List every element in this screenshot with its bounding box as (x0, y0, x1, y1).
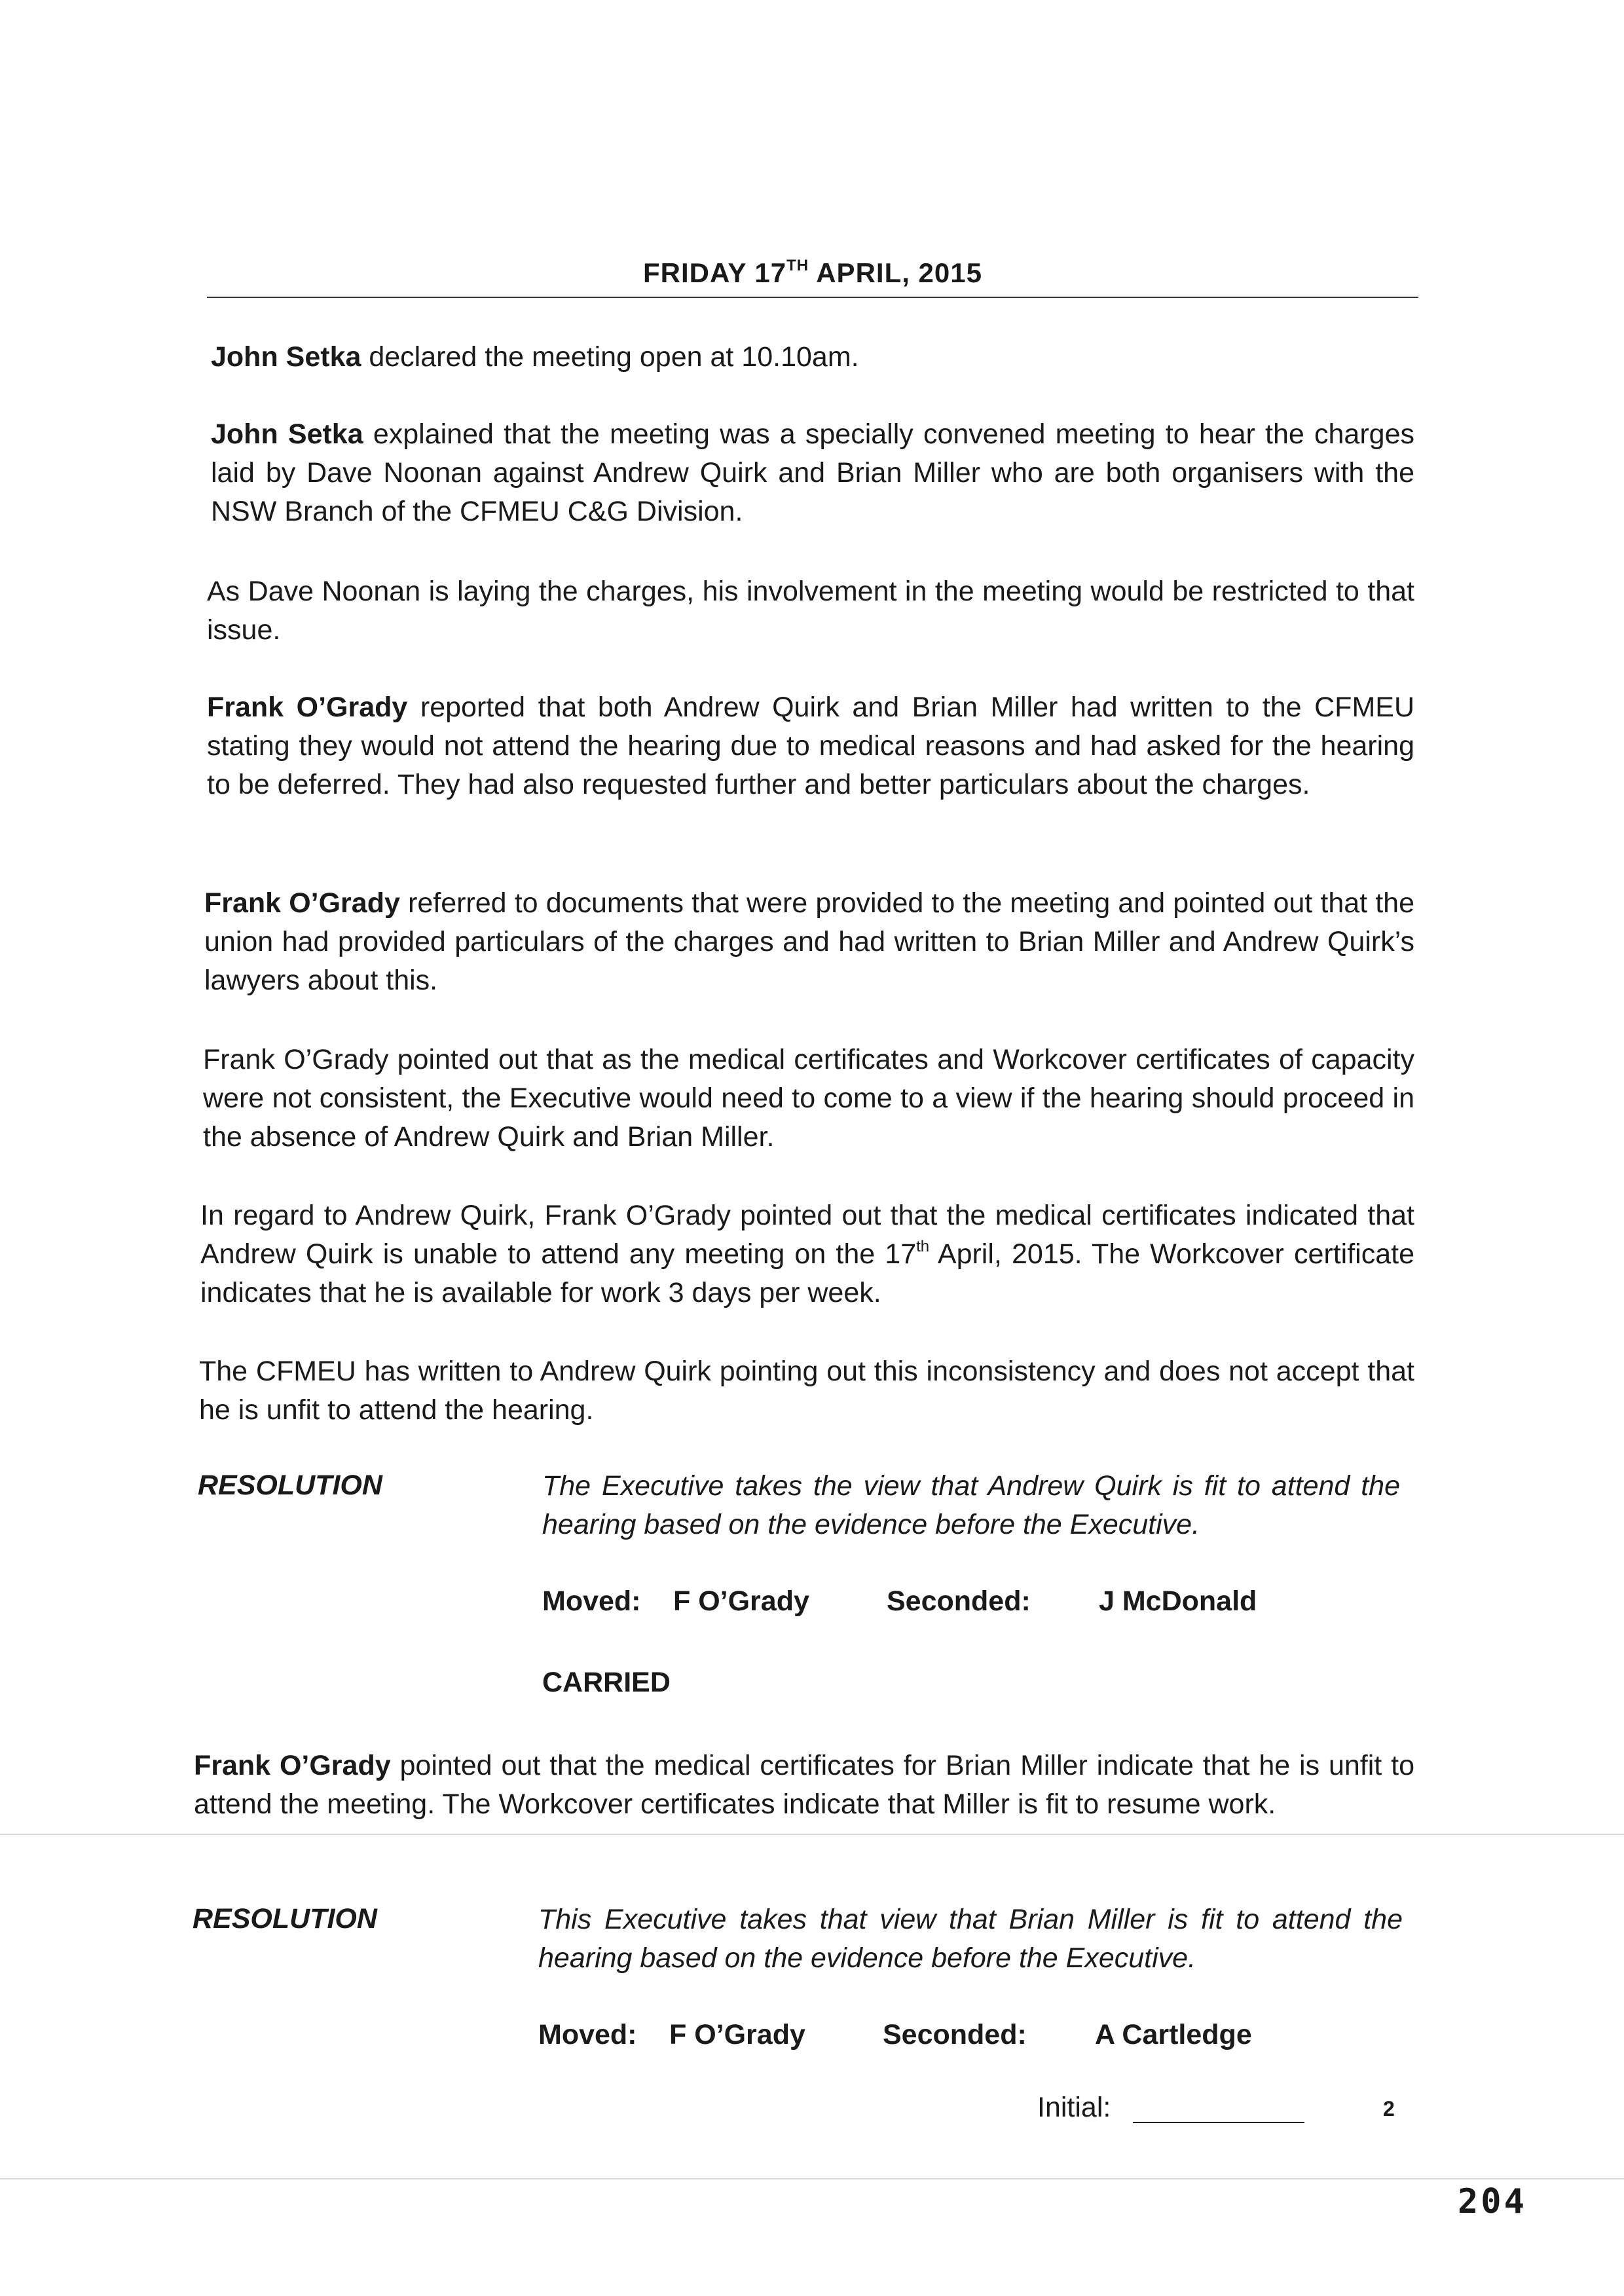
paragraph-meeting-open (211, 338, 1422, 377)
paragraph-text: In regard to Andrew Quirk, Frank O’Grady pointed out that the medical certificates indicated that Andrew Quirk is unable to attend any meeting on the 17 (200, 1200, 1414, 1270)
speaker-name: Frank O’Grady (194, 1750, 391, 1781)
document-stamp-number: 204 (1458, 2182, 1527, 2221)
paragraph-text: reported that both Andrew Quirk and Brian Miller had written to the CFMEU stating they would not attend the hearing due to medical reasons and had asked for the hearing to be deferred. They had also requested further and better particulars about the charges. (207, 692, 1414, 800)
paragraph-certificates (203, 1041, 1414, 1157)
moved-label: Moved: (542, 1585, 641, 1617)
seconded-by: A Cartledge (1095, 2019, 1252, 2050)
heading-rule (207, 297, 1418, 298)
scan-edge-line (0, 2178, 1624, 2179)
paragraph-documents (204, 884, 1414, 1000)
paragraph-miller (194, 1747, 1414, 1824)
paragraph-noonan (207, 572, 1414, 650)
speaker-name: John Setka (211, 418, 363, 450)
resolution-label: RESOLUTION (198, 1470, 382, 1501)
paragraph-text: The CFMEU has written to Andrew Quirk pointing out this inconsistency and does not accept that he is unfit to attend the hearing. (199, 1356, 1414, 1426)
resolution-text: The Executive takes the view that Andrew Quirk is fit to attend the hearing based on the evidence before the Executive. (542, 1470, 1400, 1540)
seconded-label: Seconded: (883, 2019, 1027, 2050)
paragraph-text: Frank O’Grady pointed out that as the medical certificates and Workcover certificates of capacity were not consistent, the Executive would need to come to a view if the hearing should proceed in the absence of Andrew Quirk and Brian Miller. (203, 1044, 1414, 1153)
heading-ordinal: TH (786, 257, 809, 274)
scan-fold-line (0, 1834, 1624, 1835)
meeting-date-heading (207, 257, 1418, 289)
paragraph-quirk (200, 1196, 1414, 1312)
resolution-outcome: CARRIED (542, 1667, 671, 1698)
resolution-text: This Executive takes that view that Brian Miller is fit to attend the hearing based on the evidence before the Executive. (538, 1904, 1403, 1974)
date-ordinal: th (916, 1238, 930, 1255)
heading-day: FRIDAY 17 (643, 257, 787, 288)
resolution-label: RESOLUTION (193, 1903, 377, 1935)
paragraph-report (207, 688, 1414, 804)
paragraph-inconsistency (199, 1352, 1414, 1430)
speaker-name: Frank O’Grady (207, 692, 408, 723)
moved-by: F O’Grady (669, 2019, 805, 2050)
heading-month-year: APRIL, 2015 (809, 257, 982, 288)
moved-by: F O’Grady (673, 1585, 809, 1617)
paragraph-text: explained that the meeting was a specially convened meeting to hear the charges laid by Dave Noonan against Andrew Quirk and Brian Miller who are both organisers with the NSW Branch of the CFMEU C&G Division. (211, 418, 1414, 527)
initial-label: Initial: (1037, 2092, 1111, 2123)
paragraph-text: April, 2015. The Workcover certificate indicates that he is available for work 3 days per week. (200, 1238, 1414, 1308)
seconded-by: J McDonald (1099, 1585, 1257, 1617)
initial-signature-line[interactable] (1133, 2122, 1304, 2123)
paragraph-purpose (211, 415, 1414, 531)
speaker-name: John Setka (211, 341, 361, 373)
paragraph-text: declared the meeting open at 10.10am. (361, 341, 859, 373)
page-number: 2 (1383, 2097, 1395, 2120)
paragraph-text: referred to documents that were provided to the meeting and pointed out that the union had provided particulars of the charges and had written to Brian Miller and Andrew Quirk’s lawyers about this. (204, 887, 1414, 996)
paragraph-text: As Dave Noonan is laying the charges, his involvement in the meeting would be restricted to that issue. (207, 576, 1414, 646)
moved-label: Moved: (538, 2019, 637, 2050)
seconded-label: Seconded: (887, 1585, 1031, 1617)
speaker-name: Frank O’Grady (204, 887, 400, 919)
paragraph-text: pointed out that the medical certificates for Brian Miller indicate that he is unfit to attend the meeting. The Workcover certificates indicate that Miller is fit to resume work. (194, 1750, 1414, 1820)
